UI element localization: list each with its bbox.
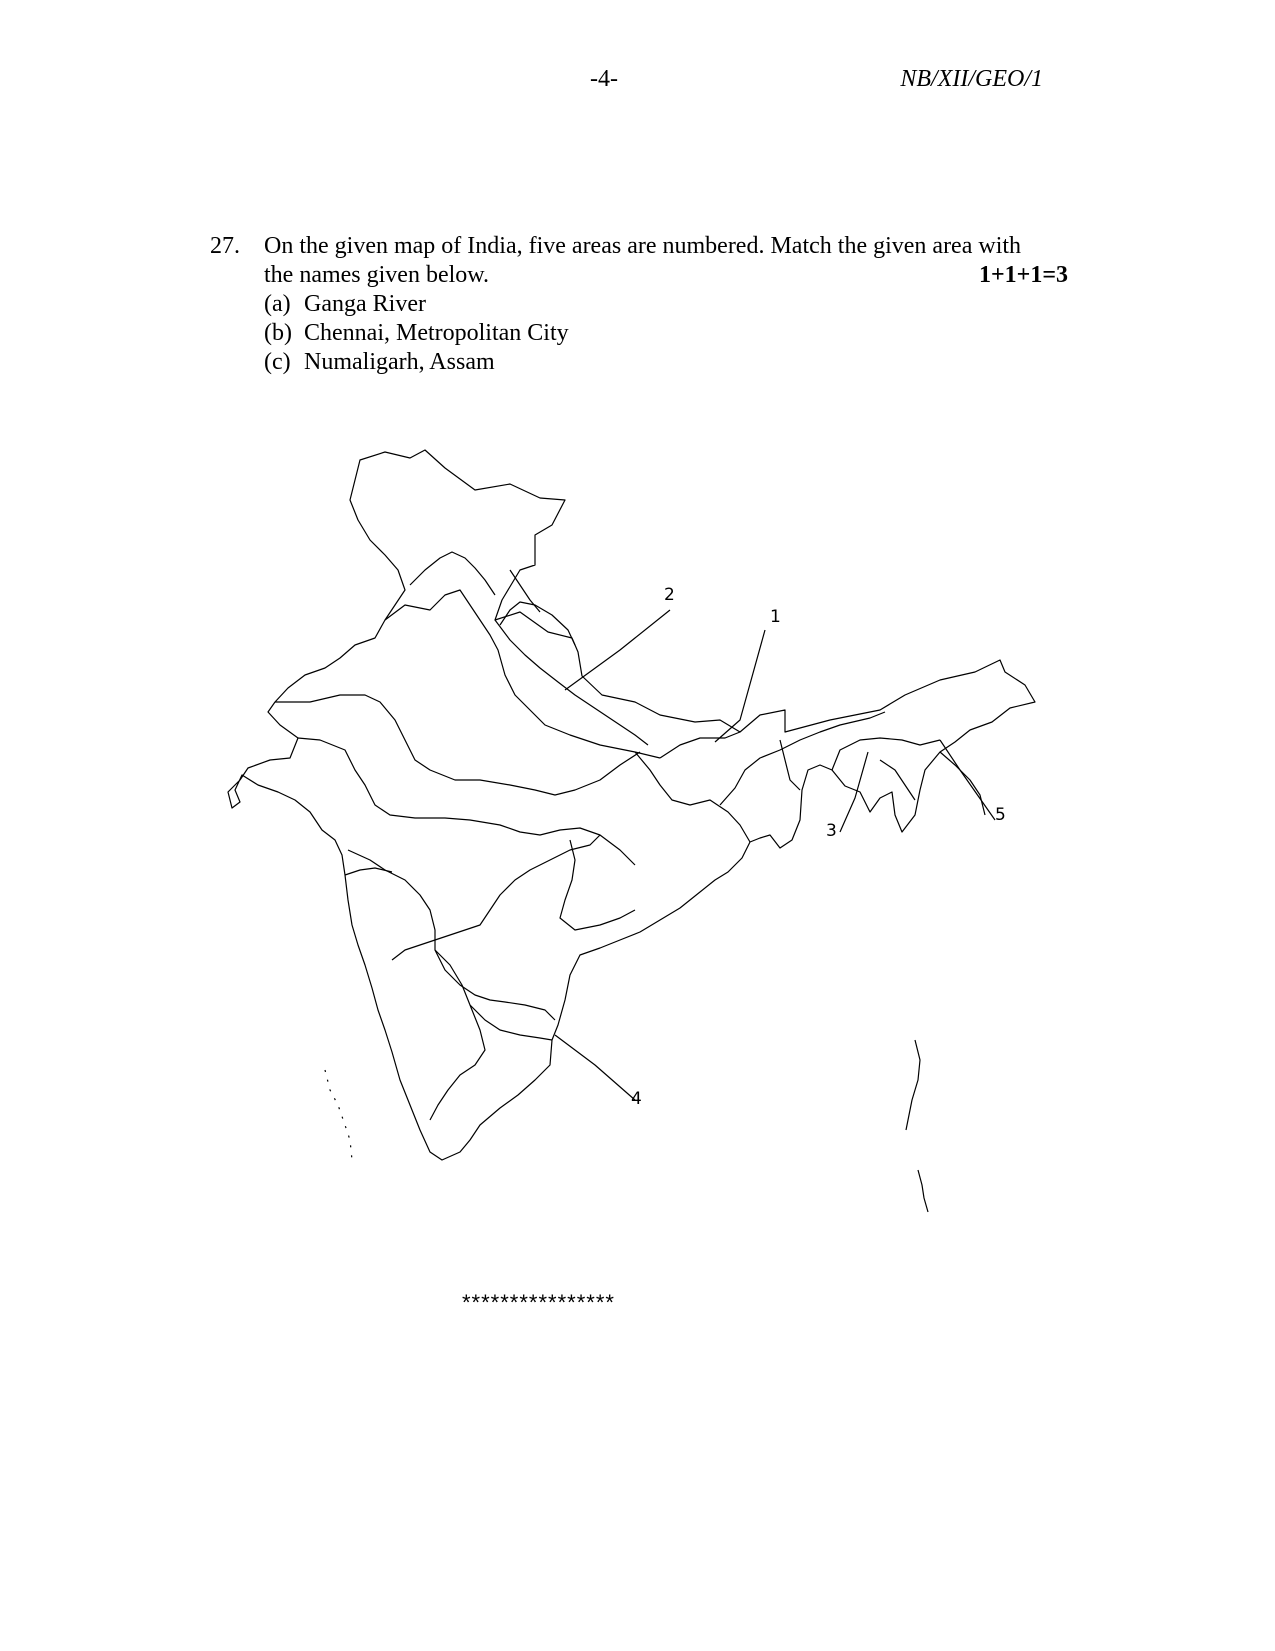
map-label-4: 4: [631, 1089, 642, 1109]
question-number: 27.: [210, 233, 240, 259]
state-border: [435, 950, 552, 1040]
map-label-5: 5: [995, 805, 1006, 825]
state-border: [635, 752, 750, 842]
question-line-2: the names given below.: [264, 262, 490, 288]
state-border: [940, 752, 985, 815]
option-text: Ganga River: [304, 291, 426, 317]
option-letter: (c): [264, 349, 291, 375]
state-border: [410, 552, 495, 595]
option-text: Numaligarh, Assam: [304, 349, 495, 375]
leader-line-5: [940, 740, 995, 820]
question-line-2-row: [264, 261, 1068, 290]
state-border: [660, 732, 740, 758]
question-line-1: On the given map of India, five areas are numbered. Match the given area with: [264, 233, 1022, 259]
state-border: [345, 868, 392, 875]
map-label-3: 3: [826, 821, 837, 841]
option-a: [264, 290, 569, 319]
end-of-paper-marker: ****************: [462, 1290, 615, 1315]
state-border: [275, 695, 640, 795]
option-letter: (b): [264, 320, 292, 346]
map-label-2: 2: [664, 585, 675, 605]
lakshadweep-islands: [325, 1070, 352, 1160]
state-border: [880, 760, 915, 800]
option-c: [264, 348, 569, 377]
option-text: Chennai, Metropolitan City: [304, 320, 569, 346]
state-border: [392, 835, 600, 960]
map-label-1: 1: [770, 607, 781, 627]
india-outline-map: [180, 440, 1100, 1260]
paper-code: NB/XII/GEO/1: [900, 66, 1043, 92]
question-text: [264, 232, 1068, 290]
india-map-svg: [180, 440, 1100, 1260]
india-outline: [228, 450, 1035, 1160]
options-list: [264, 290, 569, 377]
leader-line-1: [715, 630, 765, 742]
leader-line-3: [840, 752, 868, 832]
option-b: [264, 319, 569, 348]
page-number: -4-: [590, 66, 618, 92]
leader-line-2: [565, 610, 670, 690]
marks-allocation: 1+1+1=3: [978, 262, 1068, 288]
state-border: [430, 1005, 485, 1120]
state-border: [832, 738, 940, 770]
state-border: [385, 590, 660, 758]
option-letter: (a): [264, 291, 291, 317]
andaman-islands: [906, 1040, 920, 1130]
state-border: [780, 740, 800, 790]
nicobar-islands: [918, 1170, 928, 1212]
leader-line-4: [555, 1035, 635, 1100]
